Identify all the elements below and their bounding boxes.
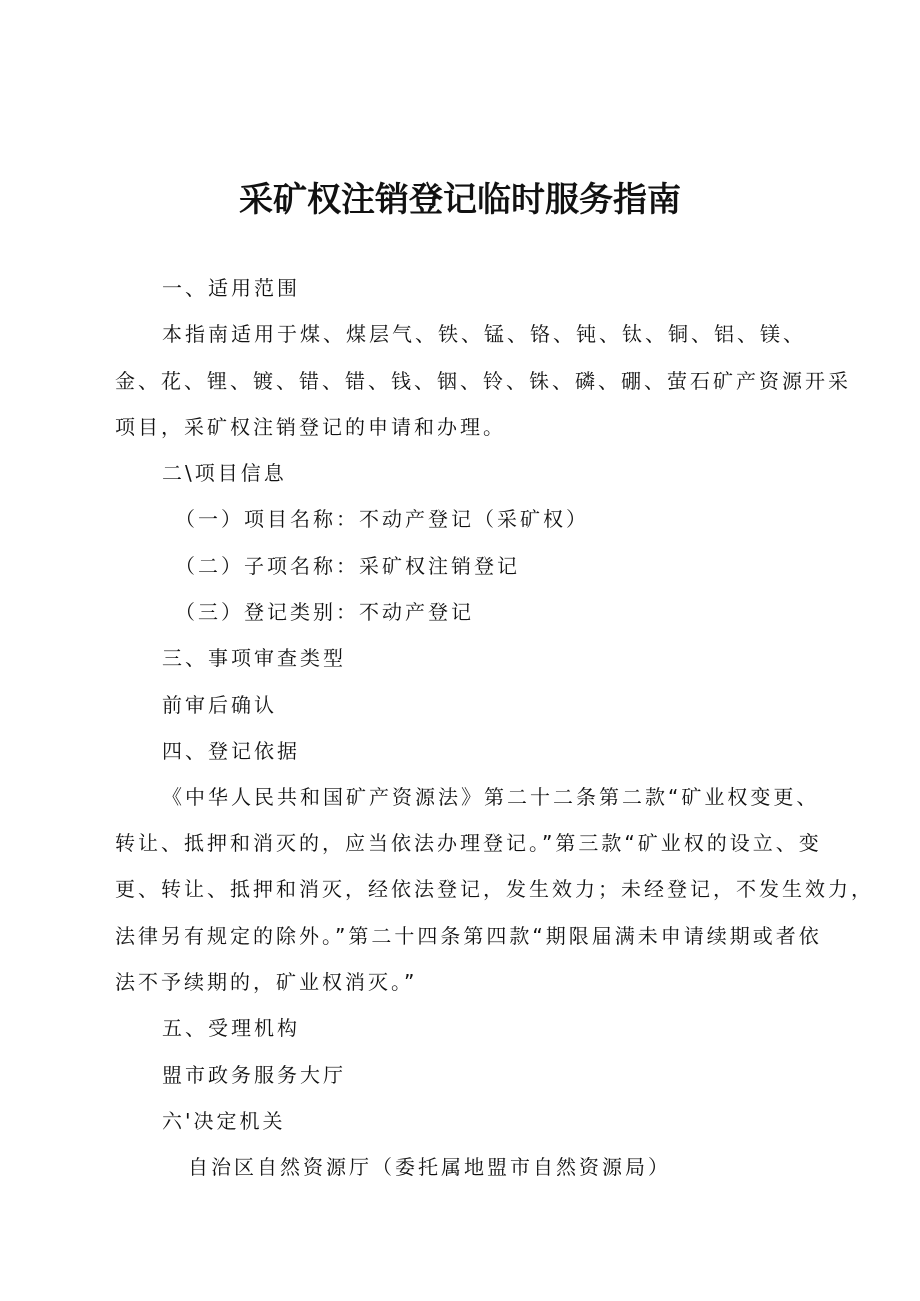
section-3-heading: 三、事项审查类型 [162, 646, 346, 670]
section-3-body: 前审后确认 [162, 693, 277, 717]
section-5-heading: 五、受理机构 [162, 1016, 300, 1040]
section-4-body-line-5: 法不予续期的，矿业权消灭。” [115, 970, 418, 994]
section-2-heading: 二\项目信息 [162, 461, 287, 485]
section-4-body-line-4: 法律另有规定的除外。”第二十四条第四款“期限届满未申请续期或者依 [115, 924, 822, 948]
section-4-body-line-3: 更、转让、抵押和消灭，经依法登记，发生效力；未经登记，不发生效力， [115, 877, 874, 901]
section-4-body-line-1: 《中华人民共和国矿产资源法》第二十二条第二款“矿业权变更、 [162, 785, 820, 809]
section-4-heading: 四、登记依据 [162, 739, 300, 763]
section-6-body: 自治区自然资源厅（委托属地盟市自然资源局） [188, 1155, 671, 1179]
document-title: 采矿权注销登记临时服务指南 [239, 180, 681, 220]
section-1-body-line-1: 本指南适用于煤、煤层气、铁、锰、铬、钝、钛、铜、铝、镁、 [162, 322, 806, 346]
section-1-body-line-2: 金、花、锂、镀、错、错、钱、铟、铃、铢、磷、硼、萤石矿产资源开采 [115, 369, 851, 393]
section-4-body-line-2: 转让、抵押和消灭的，应当依法办理登记。”第三款“矿业权的设立、变 [115, 831, 822, 855]
section-2-item-3: （三）登记类别：不动产登记 [175, 600, 474, 624]
section-1-body-line-3: 项目，采矿权注销登记的申请和办理。 [115, 415, 506, 439]
section-5-body: 盟市政务服务大厅 [162, 1063, 346, 1087]
section-2-item-1: （一）项目名称：不动产登记（采矿权） [175, 507, 589, 531]
section-1-heading: 一、适用范围 [162, 276, 300, 300]
section-2-item-2: （二）子项名称：采矿权注销登记 [175, 554, 520, 578]
section-6-heading: 六'决定机关 [162, 1109, 286, 1133]
